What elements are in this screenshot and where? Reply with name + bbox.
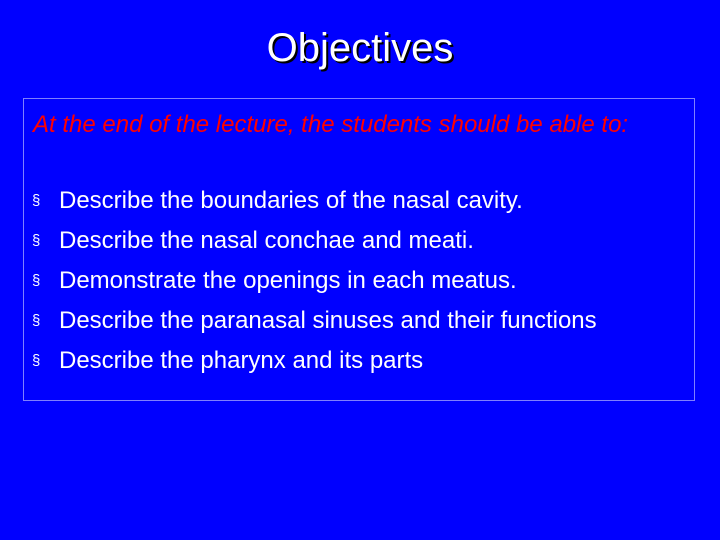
list-item xyxy=(32,341,696,381)
intro-text: At the end of the lecture, the students should be able to: xyxy=(33,111,629,138)
bullet-marker-icon: § xyxy=(32,312,41,329)
list-item xyxy=(32,221,696,261)
list-item xyxy=(32,181,696,221)
list-item xyxy=(32,301,696,341)
list-item-text: Demonstrate the openings in each meatus. xyxy=(59,267,517,294)
bullet-marker-icon: § xyxy=(32,272,41,289)
list-item-text: Describe the boundaries of the nasal cavity. xyxy=(59,187,523,214)
objectives-list xyxy=(32,181,696,381)
list-item-text: Describe the pharynx and its parts xyxy=(59,347,424,374)
bullet-marker-icon: § xyxy=(32,352,41,369)
slide-title: Objectives xyxy=(266,26,454,70)
list-item-text: Describe the paranasal sinuses and their functions xyxy=(59,307,597,334)
bullet-marker-icon: § xyxy=(32,232,41,249)
objectives-text-box xyxy=(23,98,695,401)
list-item-text: Describe the nasal conchae and meati. xyxy=(59,227,474,254)
bullet-marker-icon: § xyxy=(32,192,41,209)
list-item xyxy=(32,261,696,301)
